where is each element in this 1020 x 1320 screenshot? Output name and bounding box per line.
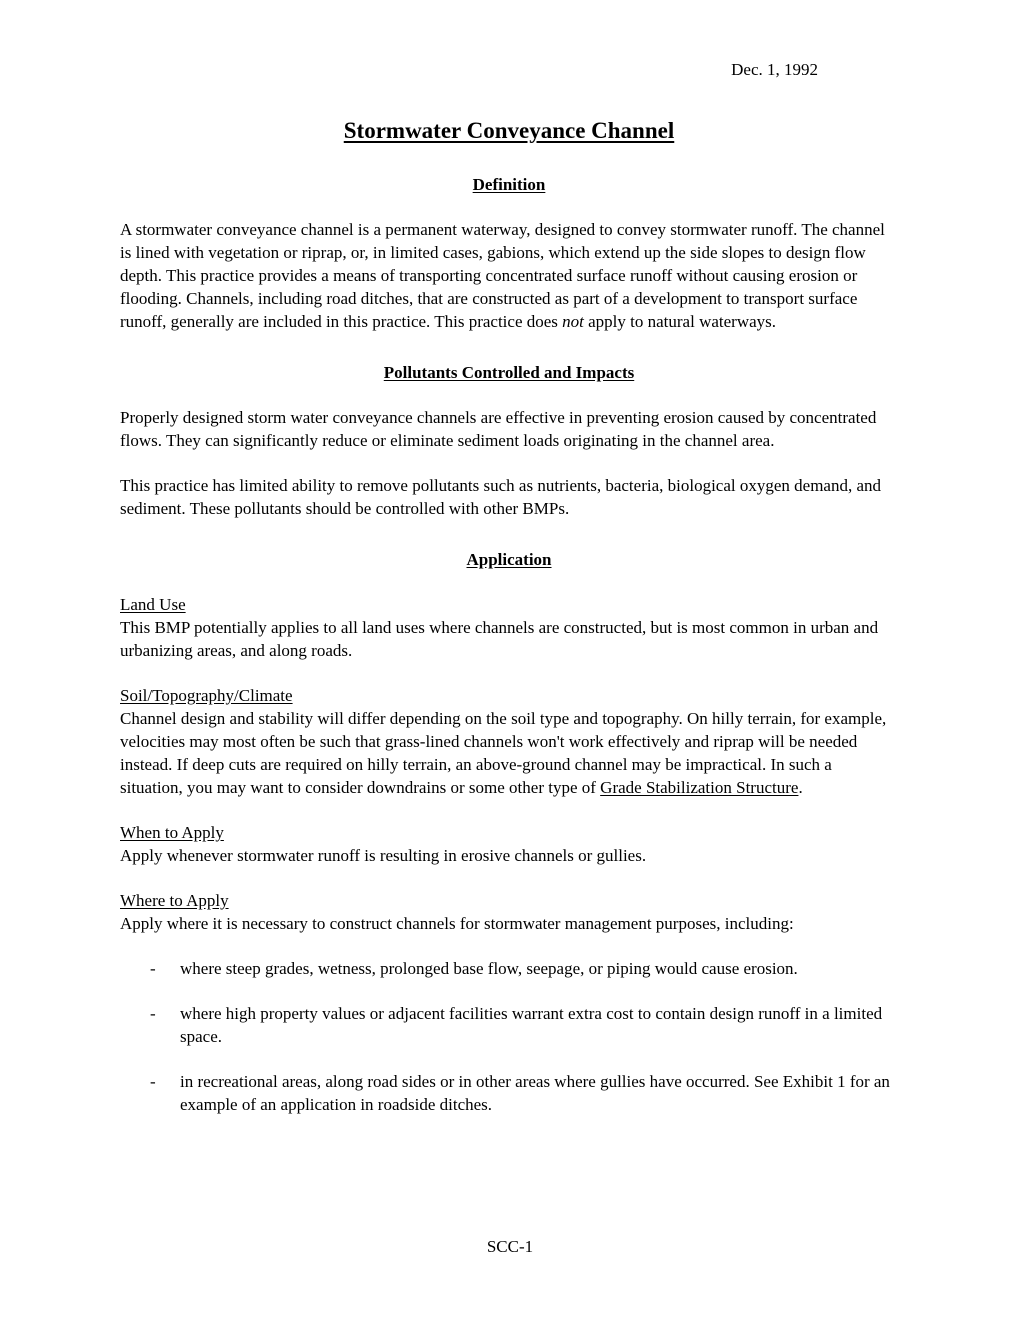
land-use-paragraph: This BMP potentially applies to all land uses where channels are constructed, but is most common in urban and urbanizing areas, and along roads. (120, 618, 879, 660)
bullet-text: where high property values or adjacent facilities warrant extra cost to contain design runoff in a limited space. (180, 1004, 883, 1046)
pollutants-paragraph-1: Properly designed storm water conveyance channels are effective in preventing erosion caused by concentrated flows. They can significantly reduce or eliminate sediment loads originating in the channel area. (120, 408, 877, 450)
list-item (120, 957, 898, 980)
definition-paragraph-text-before: A stormwater conveyance channel is a permanent waterway, designed to convey stormwater runoff. The channel is lined with vegetation or riprap, or, in limited cases, gabions, which extend up the side slopes to design flow depth. This practice provides a means of transporting concentrated surface runoff without causing erosion or flooding. Channels, including road ditches, that are constructed as part of a development to transport surface runoff, generally are included in this practice. This practice does (120, 220, 885, 331)
pollutants-paragraph-2: This practice has limited ability to remove pollutants such as nutrients, bacteria, biological oxygen demand, and sediment. These pollutants should be controlled with other BMPs. (120, 476, 882, 518)
section-heading-pollutants: Pollutants Controlled and Impacts (383, 363, 635, 382)
when-to-apply-paragraph: Apply whenever stormwater runoff is resulting in erosive channels or gullies. (120, 846, 647, 865)
section-heading-application: Application (466, 550, 552, 569)
document-date: Dec. 1, 1992 (731, 60, 818, 79)
bullet-marker: - (150, 1072, 156, 1091)
subheading-soil-topography-climate: Soil/Topography/Climate (120, 686, 293, 705)
subheading-where-to-apply: Where to Apply (120, 891, 229, 910)
bullet-marker: - (150, 1004, 156, 1023)
soil-paragraph-text-after: . (798, 778, 803, 797)
soil-paragraph-text-before: Channel design and stability will differ depending on the soil type and topography. On hilly terrain, for example, velocities may most often be such that grass-lined channels won't work effectively and riprap will be needed instead. If deep cuts are required on hilly terrain, an above-ground channel may be impractical. In such a situation, you may want to consider downdrains or some other type of (120, 709, 887, 797)
section-heading-definition: Definition (472, 175, 546, 194)
where-to-apply-bullet-list (120, 957, 898, 1116)
definition-paragraph-text-after: apply to natural waterways. (583, 312, 777, 331)
soil-paragraph-underlined-phrase: Grade Stabilization Structure (600, 778, 799, 797)
list-item (120, 1070, 898, 1116)
definition-paragraph (120, 218, 898, 333)
bullet-text: in recreational areas, along road sides or in other areas where gullies have occurred. See Exhibit 1 for an example of an application in roadside ditches. (180, 1072, 890, 1114)
page-number: SCC-1 (486, 1237, 534, 1256)
bullet-marker: - (150, 959, 156, 978)
subheading-land-use: Land Use (120, 595, 186, 614)
subheading-when-to-apply: When to Apply (120, 823, 224, 842)
where-to-apply-paragraph: Apply where it is necessary to construct channels for stormwater management purposes, including: (120, 914, 794, 933)
bullet-text: where steep grades, wetness, prolonged base flow, seepage, or piping would cause erosion. (180, 959, 798, 978)
document-title: Stormwater Conveyance Channel (343, 118, 675, 143)
list-item (120, 1002, 898, 1048)
soil-paragraph (120, 707, 898, 799)
definition-paragraph-italic-word: not (562, 312, 584, 331)
